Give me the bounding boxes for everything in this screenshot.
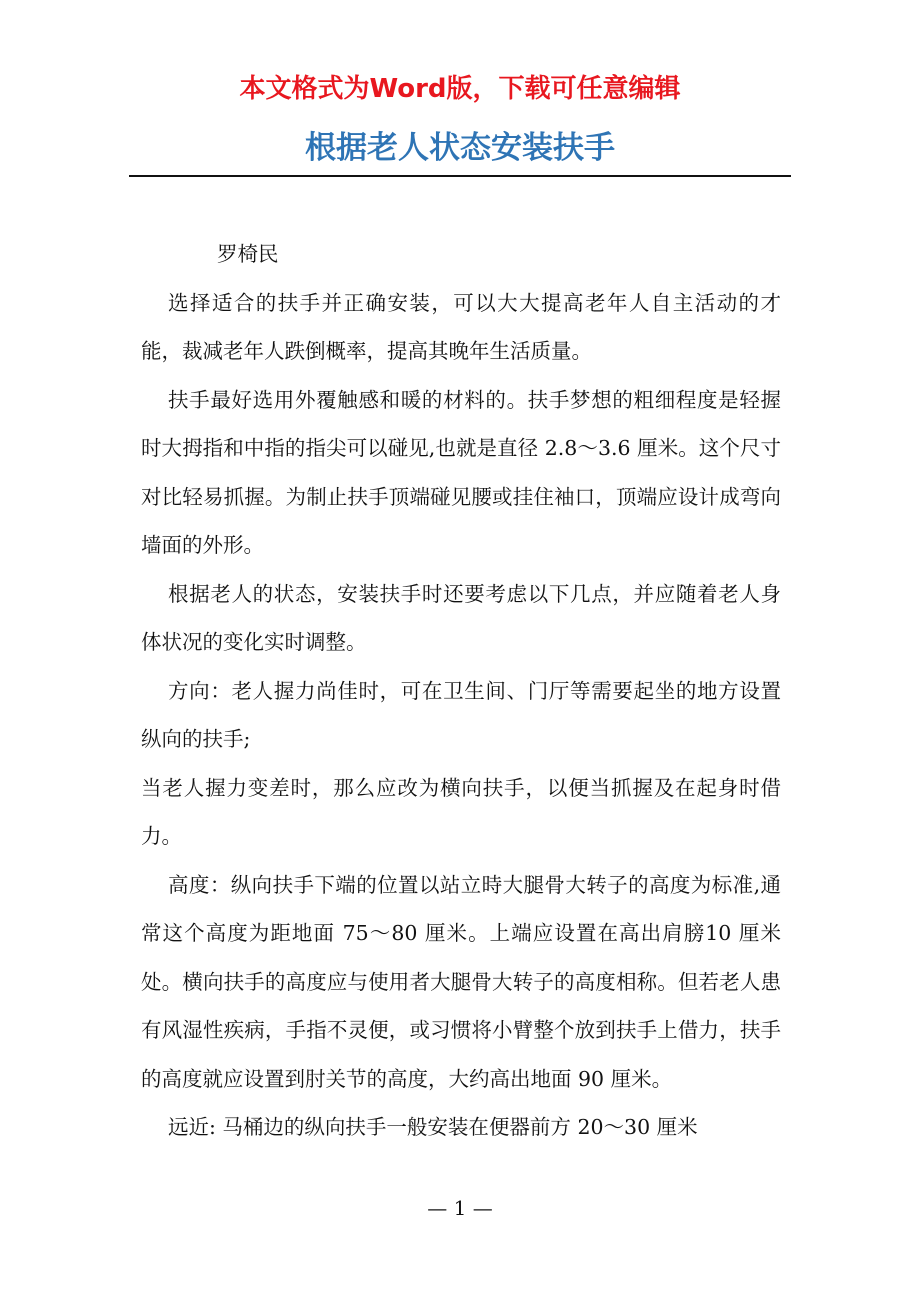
paragraph-direction: 方向：老人握力尚佳时，可在卫生间、门厅等需要起坐的地方设置纵向的扶手; <box>141 678 781 751</box>
format-notice-banner: 本文格式为Word版，下载可任意编辑 <box>239 74 681 104</box>
page-number: — 1 — <box>427 1196 493 1220</box>
article-body <box>141 230 781 1152</box>
paragraph-height: 高度：纵向扶手下端的位置以站立時大腿骨大转子的高度为标准,通常这个高度为距地面 75～80 厘米。上端应设置在高出肩膀10 厘米处。横向扶手的高度应与使用者大腿骨大转子的高度相称。但若老人患有风湿性疾病，手指不灵便，或习惯将小臂整个放到扶手上借力，扶手的高度就应设置到肘关节的高度，大约高出地面 90 厘米。 <box>141 872 781 1091</box>
author-name: 罗椅民 <box>217 242 279 266</box>
paragraph-direction-weak-grip: 当老人握力变差时，那么应改为横向扶手，以便当抓握及在起身时借力。 <box>141 775 781 848</box>
paragraph-material: 扶手最好选用外覆触感和暖的材料的。扶手梦想的粗细程度是轻握时大拇指和中指的指尖可以碰见,也就是直径 2.8～3.6 厘米。这个尺寸对比轻易抓握。为制止扶手顶端碰见腰或挂住袖口，顶端应设计成弯向墙面的外形。 <box>141 387 781 557</box>
paragraph-intro: 选择适合的扶手并正确安装，可以大大提高老年人自主活动的才能，裁减老年人跌倒概率，提高其晚年生活质量。 <box>141 290 781 363</box>
title-divider <box>129 175 791 177</box>
paragraph-considerations: 根据老人的状态，安装扶手时还要考虑以下几点，并应随着老人身体状况的变化实时调整。 <box>141 581 781 654</box>
paragraph-distance: 远近: 马桶边的纵向扶手一般安装在便器前方 20～30 厘米 <box>168 1115 698 1139</box>
page-title: 根据老人状态安装扶手 <box>305 130 615 166</box>
